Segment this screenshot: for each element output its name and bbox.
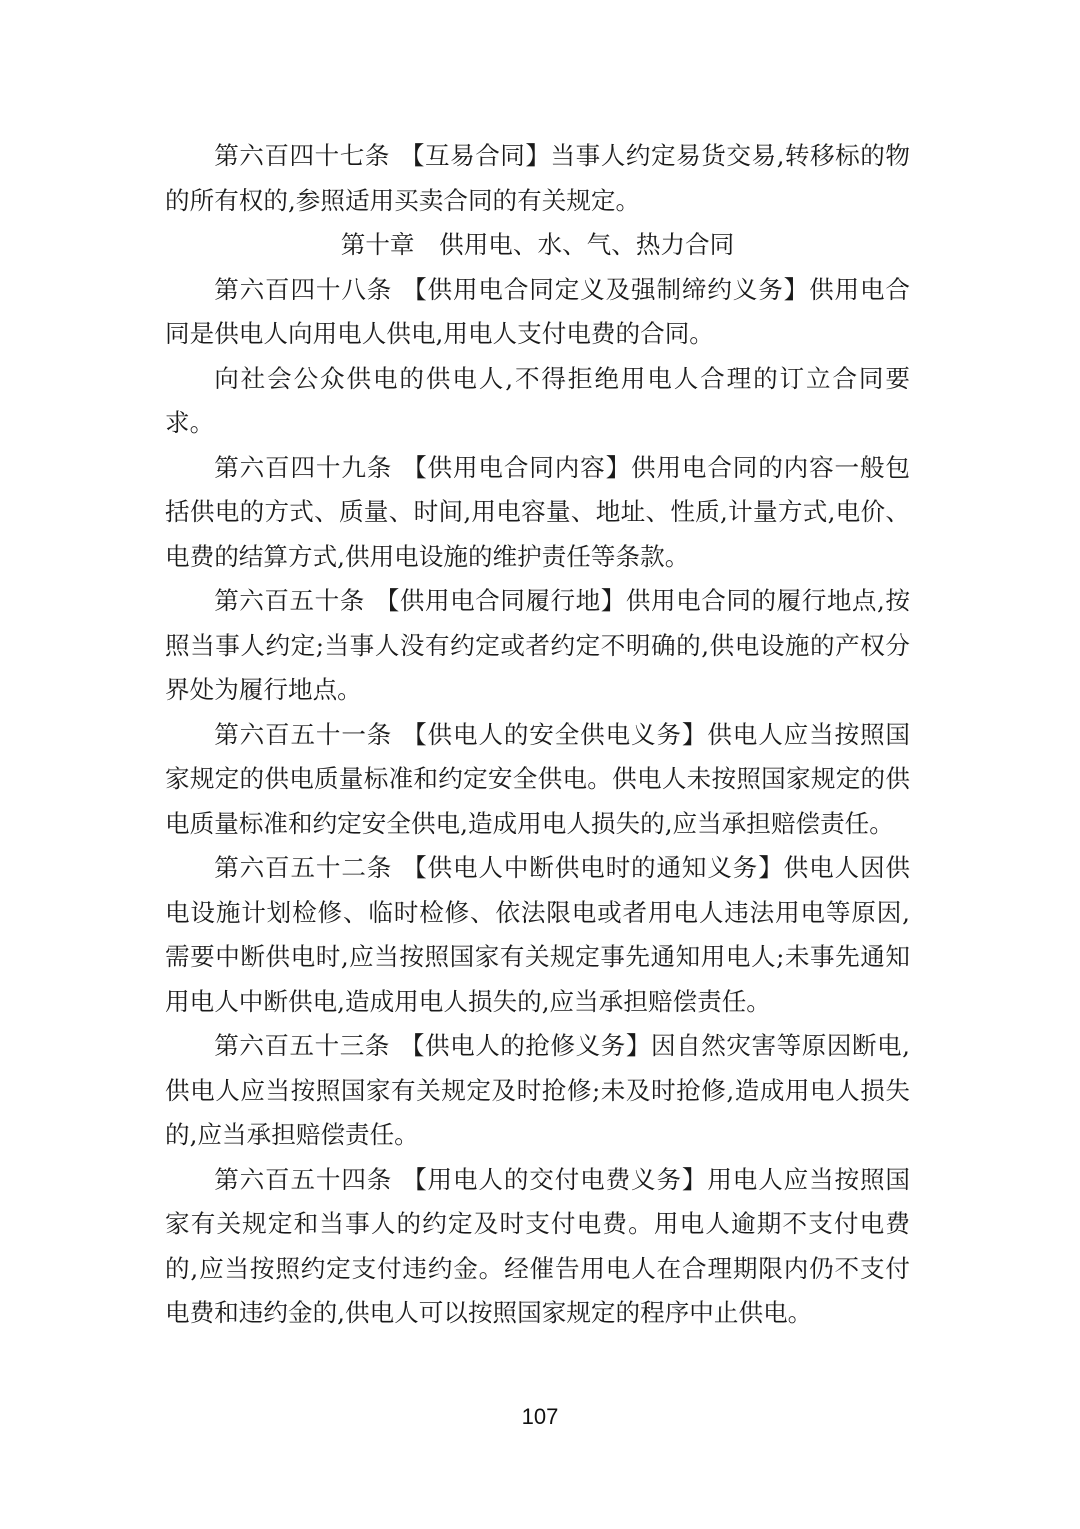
- article-number: 第六百五十二条: [214, 853, 393, 882]
- chapter-heading: 第十章 供用电、水、气、热力合同: [340, 230, 735, 259]
- article-648-clause-2: 向社会公众供电的供电人,不得拒绝用电人合理的订立合同要求。: [165, 363, 910, 437]
- article-text: 【用电人的交付电费义务】用电人应当按照国家有关规定和当事人的约定及时支付电费。用电人逾期不支付电费的,应当按照约定支付违约金。经催告用电人在合理期限内仍不支付电费和违约金的,供电人可以按照国家规定的程序中止供电。: [165, 1164, 910, 1327]
- article-654: [165, 1158, 910, 1336]
- article-number: 第六百四十八条: [214, 274, 393, 304]
- article-text: 【供电人的安全供电义务】供电人应当按照国家规定的供电质量标准和约定安全供电。供电人未按照国家规定的供电质量标准和约定安全供电,造成用电人损失的,应当承担赔偿责任。: [165, 719, 910, 838]
- article-number: 第六百四十九条: [214, 452, 393, 482]
- article-text: 【供电人的抢修义务】因自然灾害等原因断电,供电人应当按照国家有关规定及时抢修;未及时抢修,造成用电人损失的,应当承担赔偿责任。: [165, 1031, 910, 1149]
- article-number: 第六百五十一条: [214, 719, 393, 749]
- article-text: 【供用电合同履行地】供用电合同的履行地点,按照当事人约定;当事人没有约定或者约定不明确的,供电设施的产权分界处为履行地点。: [165, 586, 910, 704]
- article-648: [165, 268, 910, 357]
- article-649: [165, 446, 910, 580]
- article-number: 第六百五十三条: [214, 1031, 391, 1060]
- article-647: [165, 134, 910, 223]
- article-number: 第六百五十四条: [214, 1164, 393, 1194]
- article-text: 【供用电合同内容】供用电合同的内容一般包括供电的方式、质量、时间,用电容量、地址、性质,计量方式,电价、电费的结算方式,供用电设施的维护责任等条款。: [165, 452, 910, 571]
- article-652: [165, 846, 910, 1024]
- article-number: 第六百四十七条: [214, 141, 391, 170]
- article-number: 第六百五十条: [214, 586, 365, 615]
- article-text: 【供用电合同定义及强制缔约义务】供用电合同是供电人向用电人供电,用电人支付电费的合同。: [165, 274, 910, 348]
- article-653: [165, 1024, 910, 1158]
- page-number: 107: [521, 1404, 559, 1429]
- article-text: 【供电人中断供电时的通知义务】供电人因供电设施计划检修、临时检修、依法限电或者用电人违法用电等原因,需要中断供电时,应当按照国家有关规定事先通知用电人;未事先通知用电人中断供电,造成用电人损失的,应当承担赔偿责任。: [165, 853, 910, 1016]
- article-text: 【互易合同】当事人约定易货交易,转移标的物的所有权的,参照适用买卖合同的有关规定。: [165, 141, 910, 215]
- document-body: [165, 134, 910, 1336]
- article-650: [165, 579, 910, 713]
- article-651: [165, 713, 910, 847]
